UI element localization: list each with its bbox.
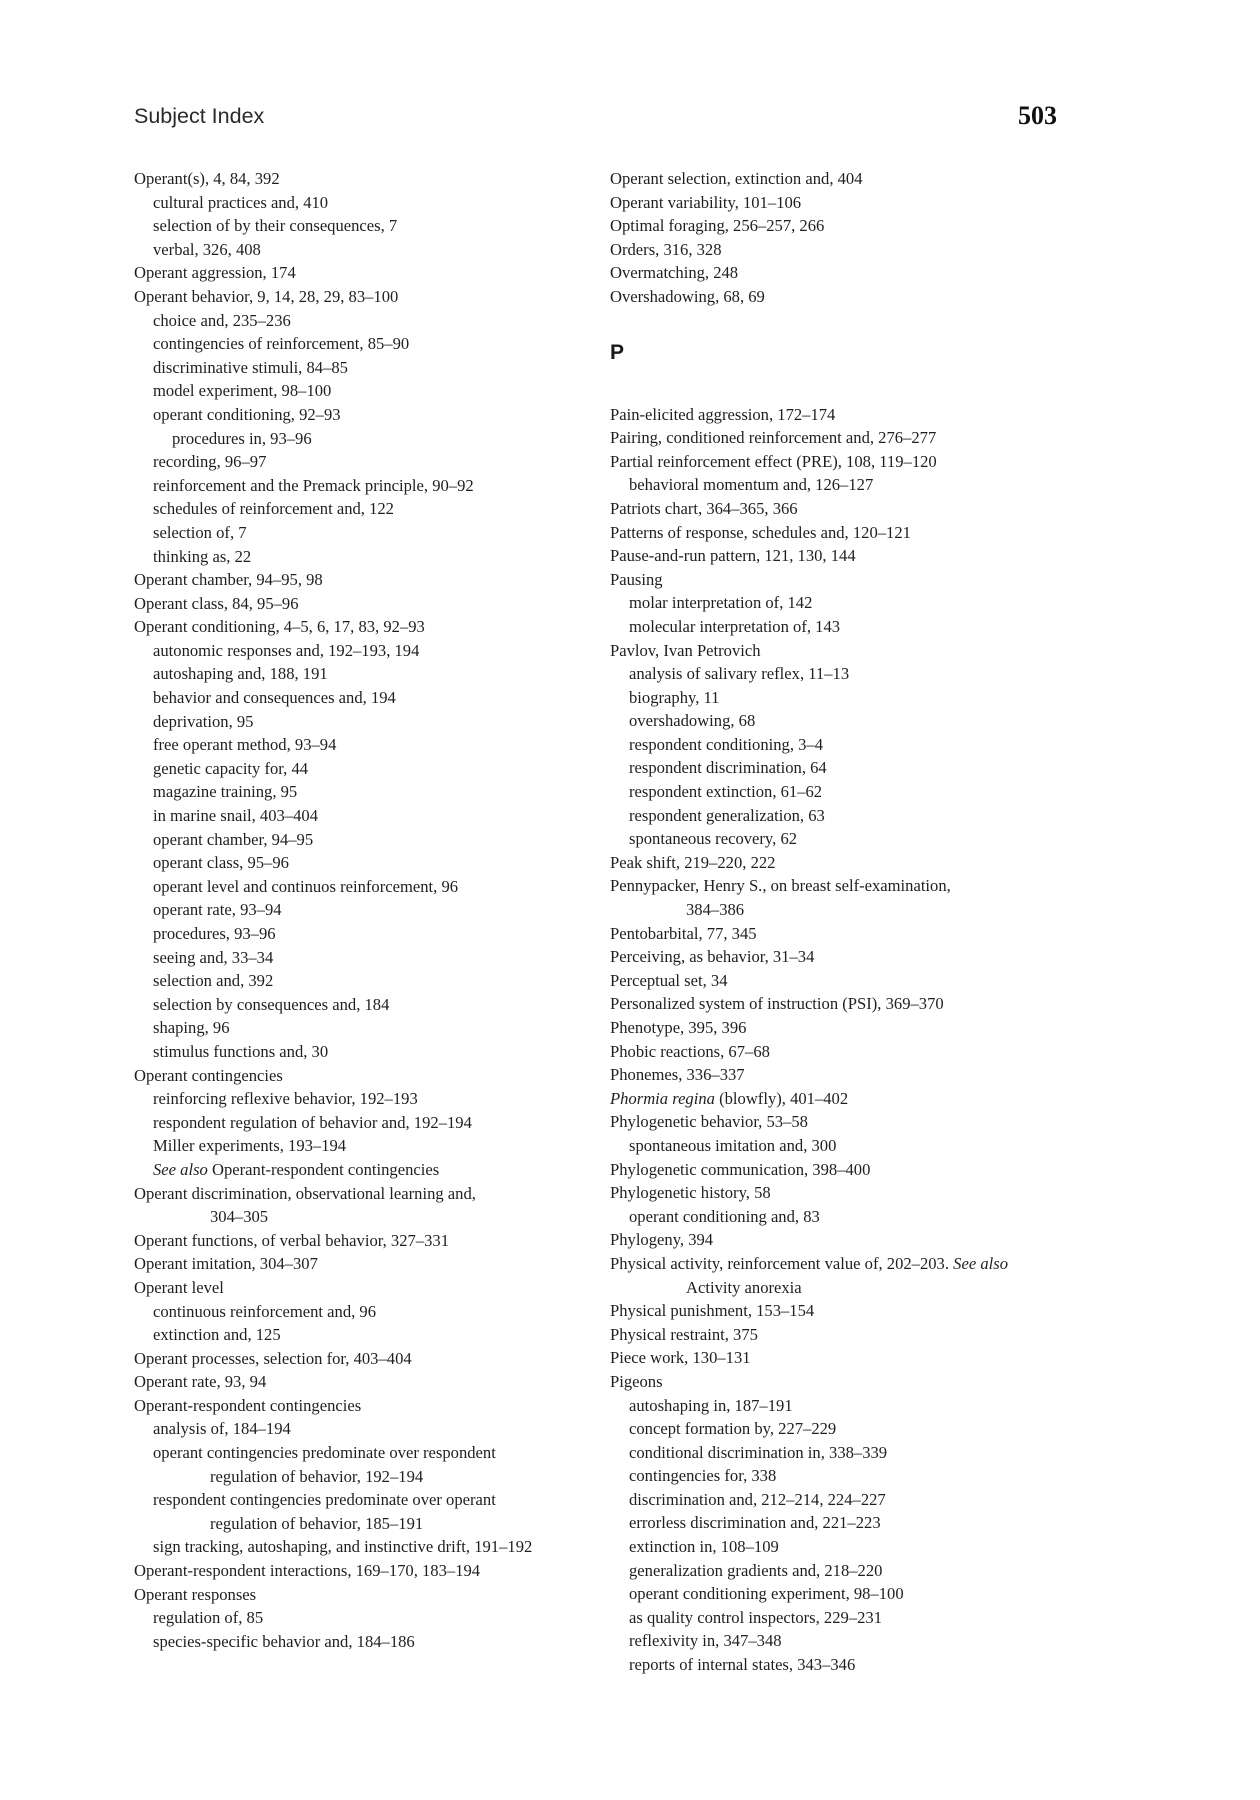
index-subentry bbox=[610, 662, 1080, 686]
index-subentry bbox=[610, 804, 1080, 828]
index-entry-text: Operant variability, 101–106 bbox=[610, 192, 802, 212]
index-entry-text: respondent generalization, 63 bbox=[629, 805, 825, 825]
index-subentry bbox=[610, 1559, 1080, 1583]
index-entry bbox=[610, 969, 1080, 993]
index-entry-text: autoshaping in, 187–191 bbox=[629, 1395, 793, 1415]
index-subentry bbox=[134, 332, 604, 356]
index-subentry bbox=[610, 780, 1080, 804]
index-entry bbox=[610, 1087, 1080, 1111]
index-entry-text: Operant class, 84, 95–96 bbox=[134, 593, 299, 613]
index-subentry bbox=[134, 1630, 604, 1654]
index-entries-o-continued bbox=[610, 167, 1080, 309]
index-entry-text: Optimal foraging, 256–257, 266 bbox=[610, 216, 825, 236]
index-entry-text: Pausing bbox=[610, 569, 663, 589]
index-entry-text: Operant aggression, 174 bbox=[134, 263, 296, 283]
index-subentry bbox=[610, 1606, 1080, 1630]
index-subentry bbox=[610, 591, 1080, 615]
running-head-title: Subject Index bbox=[134, 104, 265, 128]
index-entry-text: verbal, 326, 408 bbox=[153, 239, 261, 259]
index-entry bbox=[610, 403, 1080, 427]
index-entry-text: regulation of behavior, 185–191 bbox=[210, 1513, 424, 1533]
index-entry-text: extinction in, 108–109 bbox=[629, 1537, 779, 1557]
index-subentry bbox=[134, 450, 604, 474]
index-subentry bbox=[610, 1488, 1080, 1512]
index-entry bbox=[610, 238, 1080, 262]
index-subentry bbox=[610, 686, 1080, 710]
index-entry-continuation bbox=[134, 1205, 604, 1229]
index-entry-text: Operant imitation, 304–307 bbox=[134, 1254, 318, 1274]
index-entry bbox=[610, 285, 1080, 309]
index-entry-text: procedures in, 93–96 bbox=[172, 428, 312, 448]
index-entry bbox=[134, 1064, 604, 1088]
index-entry bbox=[610, 497, 1080, 521]
index-entry-text: Operant responses bbox=[134, 1584, 257, 1604]
index-subentry bbox=[134, 851, 604, 875]
index-entry-text: Operant(s), 4, 84, 392 bbox=[134, 169, 280, 188]
index-subentry bbox=[610, 1205, 1080, 1229]
index-entry-text: extinction and, 125 bbox=[153, 1325, 281, 1345]
index-entry-text: Perceiving, as behavior, 31–34 bbox=[610, 947, 815, 967]
index-entry-text: regulation of behavior, 192–194 bbox=[210, 1466, 424, 1486]
index-subentry bbox=[134, 1606, 604, 1630]
index-entry bbox=[610, 1370, 1080, 1394]
index-subentry bbox=[134, 427, 604, 451]
index-entry-text: autoshaping and, 188, 191 bbox=[153, 664, 328, 684]
index-entry-text: Physical punishment, 153–154 bbox=[610, 1301, 815, 1321]
index-subentry bbox=[610, 1511, 1080, 1535]
index-entry-text: spontaneous imitation and, 300 bbox=[629, 1135, 837, 1155]
index-subentry bbox=[610, 709, 1080, 733]
index-entry bbox=[610, 521, 1080, 545]
index-entry-text: discriminative stimuli, 84–85 bbox=[153, 357, 348, 377]
index-entry-text: respondent extinction, 61–62 bbox=[629, 782, 823, 802]
index-entry-text: discrimination and, 212–214, 224–227 bbox=[629, 1489, 886, 1509]
index-subentry bbox=[134, 710, 604, 734]
index-entry-text: genetic capacity for, 44 bbox=[153, 758, 309, 778]
index-entry-text: cultural practices and, 410 bbox=[153, 192, 329, 212]
index-entry-text: procedures, 93–96 bbox=[153, 924, 276, 943]
index-entry-text: Operant behavior, 9, 14, 28, 29, 83–100 bbox=[134, 286, 399, 306]
index-entry-text: Pentobarbital, 77, 345 bbox=[610, 923, 757, 943]
index-column-left bbox=[134, 167, 604, 1653]
index-entry-text: choice and, 235–236 bbox=[153, 310, 291, 330]
index-subentry bbox=[134, 1323, 604, 1347]
index-entry-text: seeing and, 33–34 bbox=[153, 947, 274, 967]
index-entry-text: Activity anorexia bbox=[686, 1277, 802, 1297]
index-subentry bbox=[134, 898, 604, 922]
index-entry bbox=[610, 544, 1080, 568]
index-entry-text: Physical activity, reinforcement value of, 202–203. bbox=[610, 1253, 949, 1273]
index-entry-text: Phylogeny, 394 bbox=[610, 1230, 714, 1250]
index-entry-text: biography, 11 bbox=[629, 687, 720, 707]
index-subentry bbox=[134, 356, 604, 380]
index-entry bbox=[610, 450, 1080, 474]
index-subentry bbox=[610, 1394, 1080, 1418]
index-entry-text: recording, 96–97 bbox=[153, 452, 267, 472]
index-subentry bbox=[134, 1535, 604, 1559]
index-entry-text: reinforcing reflexive behavior, 192–193 bbox=[153, 1089, 418, 1109]
index-entry bbox=[134, 261, 604, 285]
index-entry-text: behavior and consequences and, 194 bbox=[153, 688, 396, 708]
index-entry-text: Operant-respondent contingencies bbox=[212, 1159, 440, 1179]
index-column-right bbox=[610, 167, 1080, 1677]
index-entry-text: reflexivity in, 347–348 bbox=[629, 1631, 782, 1651]
index-subentry bbox=[134, 521, 604, 545]
index-entry-continuation bbox=[610, 1276, 1080, 1300]
index-entry bbox=[134, 1229, 604, 1253]
index-entry bbox=[610, 992, 1080, 1016]
index-entry-text: Patriots chart, 364–365, 366 bbox=[610, 498, 798, 518]
index-entry-text: Operant selection, extinction and, 404 bbox=[610, 169, 863, 188]
index-entry bbox=[610, 1040, 1080, 1064]
index-entry-text: schedules of reinforcement and, 122 bbox=[153, 499, 394, 519]
index-subentry bbox=[610, 1653, 1080, 1677]
index-subentry bbox=[134, 403, 604, 427]
index-entry-continuation bbox=[610, 898, 1080, 922]
index-cross-reference: See also bbox=[953, 1253, 1008, 1273]
index-subentry bbox=[610, 827, 1080, 851]
index-subentry bbox=[134, 545, 604, 569]
index-subentry bbox=[610, 615, 1080, 639]
index-entry bbox=[134, 1370, 604, 1394]
index-entry bbox=[610, 1110, 1080, 1134]
index-entry-text: respondent contingencies predominate over operant bbox=[153, 1490, 496, 1510]
index-entry-continuation bbox=[134, 1512, 604, 1536]
index-entry bbox=[610, 568, 1080, 592]
index-subentry bbox=[134, 662, 604, 686]
index-subentry bbox=[134, 309, 604, 333]
index-entry bbox=[610, 1228, 1080, 1252]
index-entry bbox=[134, 167, 604, 191]
index-entry-text: molar interpretation of, 142 bbox=[629, 593, 813, 613]
index-entry bbox=[610, 1158, 1080, 1182]
index-entry-text: Miller experiments, 193–194 bbox=[153, 1136, 347, 1156]
index-subentry bbox=[134, 757, 604, 781]
index-entry-text: 304–305 bbox=[210, 1207, 269, 1227]
index-entry bbox=[610, 214, 1080, 238]
index-entry-text: generalization gradients and, 218–220 bbox=[629, 1560, 883, 1580]
index-entry-text: analysis of, 184–194 bbox=[153, 1419, 291, 1439]
index-subentry bbox=[134, 780, 604, 804]
index-subentry bbox=[610, 1417, 1080, 1441]
index-entry-text: Operant discrimination, observational learning and, bbox=[134, 1183, 476, 1203]
index-entry-text: Overmatching, 248 bbox=[610, 263, 739, 283]
index-entry bbox=[610, 191, 1080, 215]
index-subentry bbox=[134, 1417, 604, 1441]
index-entry-text: Operant functions, of verbal behavior, 327–331 bbox=[134, 1230, 449, 1250]
index-entry-text: respondent regulation of behavior and, 192–194 bbox=[153, 1112, 472, 1132]
index-entry-text: species-specific behavior and, 184–186 bbox=[153, 1631, 415, 1651]
index-entry-text: thinking as, 22 bbox=[153, 546, 252, 566]
index-entry-text: operant contingencies predominate over respondent bbox=[153, 1443, 496, 1463]
section-letter-heading: P bbox=[610, 340, 625, 364]
index-entry-text: selection and, 392 bbox=[153, 971, 274, 991]
index-entry-text: Pairing, conditioned reinforcement and, 276–277 bbox=[610, 428, 937, 448]
index-entry-text: respondent discrimination, 64 bbox=[629, 758, 827, 778]
index-entry-text: concept formation by, 227–229 bbox=[629, 1419, 837, 1439]
index-entry-text: in marine snail, 403–404 bbox=[153, 806, 318, 826]
index-entry-text: reports of internal states, 343–346 bbox=[629, 1655, 856, 1675]
index-entry-text: Pennypacker, Henry S., on breast self-examination, bbox=[610, 876, 951, 896]
index-entry-text: Partial reinforcement effect (PRE), 108, 119–120 bbox=[610, 451, 937, 471]
index-entry-text: regulation of, 85 bbox=[153, 1608, 264, 1628]
index-entry bbox=[134, 1182, 604, 1206]
index-entry-text: 384–386 bbox=[686, 900, 745, 920]
index-entry-text: Operant chamber, 94–95, 98 bbox=[134, 570, 323, 590]
index-entry-text: operant class, 95–96 bbox=[153, 853, 289, 873]
index-entry-text: autonomic responses and, 192–193, 194 bbox=[153, 640, 420, 660]
index-entry-text: operant chamber, 94–95 bbox=[153, 829, 314, 849]
index-entry bbox=[610, 426, 1080, 450]
index-entry bbox=[134, 1559, 604, 1583]
index-subentry bbox=[134, 1087, 604, 1111]
index-entry-text: Phonemes, 336–337 bbox=[610, 1065, 745, 1085]
index-entry-text: Perceptual set, 34 bbox=[610, 970, 728, 990]
index-entry bbox=[610, 1252, 1080, 1276]
index-subentry bbox=[134, 639, 604, 663]
index-entry bbox=[610, 945, 1080, 969]
index-entry-text: sign tracking, autoshaping, and instinctive drift, 191–192 bbox=[153, 1537, 533, 1557]
index-entry-text: operant conditioning, 92–93 bbox=[153, 404, 341, 424]
index-entry-text: reinforcement and the Premack principle, 90–92 bbox=[153, 475, 474, 495]
index-entry bbox=[134, 568, 604, 592]
index-entry bbox=[134, 1347, 604, 1371]
index-entry-text: Pigeons bbox=[610, 1371, 663, 1391]
index-entry-text: model experiment, 98–100 bbox=[153, 381, 332, 401]
index-subentry bbox=[610, 1464, 1080, 1488]
index-entry-text: Operant level bbox=[134, 1277, 224, 1297]
index-subentry bbox=[134, 875, 604, 899]
index-entry bbox=[134, 1252, 604, 1276]
index-entry-text: (blowfly), 401–402 bbox=[719, 1088, 849, 1108]
index-entry-text: Operant-respondent interactions, 169–170, 183–194 bbox=[134, 1561, 481, 1581]
index-entry bbox=[134, 285, 604, 309]
index-entry-text: Orders, 316, 328 bbox=[610, 239, 722, 259]
index-subentry bbox=[610, 1535, 1080, 1559]
index-subentry bbox=[134, 1016, 604, 1040]
index-subentry bbox=[134, 1158, 604, 1182]
index-subentry bbox=[134, 1134, 604, 1158]
index-entry-text: Overshadowing, 68, 69 bbox=[610, 286, 765, 306]
index-entry-text: conditional discrimination in, 338–339 bbox=[629, 1442, 888, 1462]
index-entry-text: Peak shift, 219–220, 222 bbox=[610, 852, 776, 872]
index-entry bbox=[610, 167, 1080, 191]
index-subentry bbox=[134, 1040, 604, 1064]
index-entry-text: Phylogenetic communication, 398–400 bbox=[610, 1159, 871, 1179]
index-entry-text: contingencies for, 338 bbox=[629, 1466, 777, 1486]
index-entry bbox=[610, 874, 1080, 898]
index-subentry bbox=[610, 473, 1080, 497]
index-entry-text: behavioral momentum and, 126–127 bbox=[629, 475, 874, 495]
index-entry-text: operant conditioning and, 83 bbox=[629, 1206, 820, 1226]
index-entry-text: Personalized system of instruction (PSI), 369–370 bbox=[610, 994, 944, 1014]
page-number: 503 bbox=[1018, 101, 1057, 130]
index-entry-text: Phobic reactions, 67–68 bbox=[610, 1041, 770, 1061]
index-entry-text: Operant rate, 93, 94 bbox=[134, 1372, 267, 1392]
index-entry-text: magazine training, 95 bbox=[153, 782, 298, 802]
index-subentry bbox=[610, 1134, 1080, 1158]
index-entry-text: continuous reinforcement and, 96 bbox=[153, 1301, 377, 1321]
index-subentry bbox=[134, 686, 604, 710]
index-subentry bbox=[610, 1441, 1080, 1465]
index-entry-continuation bbox=[134, 1465, 604, 1489]
index-entry bbox=[134, 1276, 604, 1300]
index-entry-text: operant rate, 93–94 bbox=[153, 900, 282, 920]
index-subentry bbox=[610, 1629, 1080, 1653]
index-entry-text: Patterns of response, schedules and, 120–121 bbox=[610, 522, 911, 542]
index-entry-text: analysis of salivary reflex, 11–13 bbox=[629, 664, 850, 684]
index-entry bbox=[610, 261, 1080, 285]
index-entry-text: selection by consequences and, 184 bbox=[153, 994, 390, 1014]
index-entry-text: overshadowing, 68 bbox=[629, 711, 756, 731]
index-subentry bbox=[134, 993, 604, 1017]
index-entry bbox=[134, 1583, 604, 1607]
index-entry-text: Operant-respondent contingencies bbox=[134, 1395, 362, 1415]
index-entry-text: Phenotype, 395, 396 bbox=[610, 1018, 747, 1037]
index-entry-text: operant level and continuos reinforcement, 96 bbox=[153, 876, 459, 896]
index-entry bbox=[610, 851, 1080, 875]
index-subentry bbox=[134, 191, 604, 215]
index-subentry bbox=[134, 1488, 604, 1512]
index-subentry bbox=[134, 497, 604, 521]
index-entry bbox=[610, 1063, 1080, 1087]
index-entry-text: Phylogenetic history, 58 bbox=[610, 1183, 771, 1203]
index-entry-text: respondent conditioning, 3–4 bbox=[629, 734, 824, 754]
index-entry bbox=[610, 1181, 1080, 1205]
index-subentry bbox=[134, 946, 604, 970]
index-entry-text: as quality control inspectors, 229–231 bbox=[629, 1607, 883, 1627]
index-cross-reference: Phormia regina bbox=[610, 1088, 715, 1108]
index-subentry bbox=[134, 474, 604, 498]
index-entry bbox=[610, 639, 1080, 663]
index-entry-text: stimulus functions and, 30 bbox=[153, 1041, 329, 1061]
index-entry-text: shaping, 96 bbox=[153, 1018, 230, 1038]
index-entry-text: deprivation, 95 bbox=[153, 711, 254, 731]
index-subentry bbox=[134, 1300, 604, 1324]
index-subentry bbox=[610, 733, 1080, 757]
index-cross-reference: See also bbox=[153, 1159, 208, 1179]
index-entry-text: contingencies of reinforcement, 85–90 bbox=[153, 334, 410, 354]
index-subentry bbox=[134, 238, 604, 262]
index-subentry bbox=[134, 1441, 604, 1465]
index-subentry bbox=[134, 804, 604, 828]
index-entry-text: errorless discrimination and, 221–223 bbox=[629, 1513, 881, 1533]
index-entry bbox=[134, 615, 604, 639]
index-subentry bbox=[610, 1582, 1080, 1606]
index-entry bbox=[610, 1323, 1080, 1347]
index-subentry bbox=[134, 922, 604, 946]
index-entry-text: Pain-elicited aggression, 172–174 bbox=[610, 404, 836, 424]
index-entry-text: free operant method, 93–94 bbox=[153, 735, 337, 755]
index-entry-text: Operant processes, selection for, 403–404 bbox=[134, 1348, 412, 1368]
index-entries-p bbox=[610, 403, 1080, 1677]
index-entry bbox=[610, 1346, 1080, 1370]
index-entry-text: Operant conditioning, 4–5, 6, 17, 83, 92–93 bbox=[134, 617, 425, 637]
index-entry-text: Phylogenetic behavior, 53–58 bbox=[610, 1112, 808, 1132]
index-entry-text: Piece work, 130–131 bbox=[610, 1348, 751, 1368]
index-subentry bbox=[134, 733, 604, 757]
index-subentry bbox=[134, 1111, 604, 1135]
index-entry bbox=[134, 1394, 604, 1418]
index-entry-text: Pause-and-run pattern, 121, 130, 144 bbox=[610, 546, 856, 566]
index-entry-text: selection of, 7 bbox=[153, 522, 247, 542]
index-subentry bbox=[134, 214, 604, 238]
index-entry-text: molecular interpretation of, 143 bbox=[629, 616, 841, 636]
index-entry-text: spontaneous recovery, 62 bbox=[629, 829, 798, 849]
index-entry-text: Pavlov, Ivan Petrovich bbox=[610, 640, 761, 660]
index-entry-text: Operant contingencies bbox=[134, 1065, 283, 1085]
index-entry bbox=[134, 592, 604, 616]
index-entry bbox=[610, 922, 1080, 946]
index-entry-text: operant conditioning experiment, 98–100 bbox=[629, 1584, 904, 1604]
index-subentry bbox=[610, 756, 1080, 780]
index-entry bbox=[610, 1299, 1080, 1323]
index-entry bbox=[610, 1016, 1080, 1040]
index-entry-text: Physical restraint, 375 bbox=[610, 1324, 758, 1344]
index-subentry bbox=[134, 379, 604, 403]
index-subentry bbox=[134, 969, 604, 993]
index-entry-text: selection of by their consequences, 7 bbox=[153, 216, 398, 236]
index-subentry bbox=[134, 828, 604, 852]
